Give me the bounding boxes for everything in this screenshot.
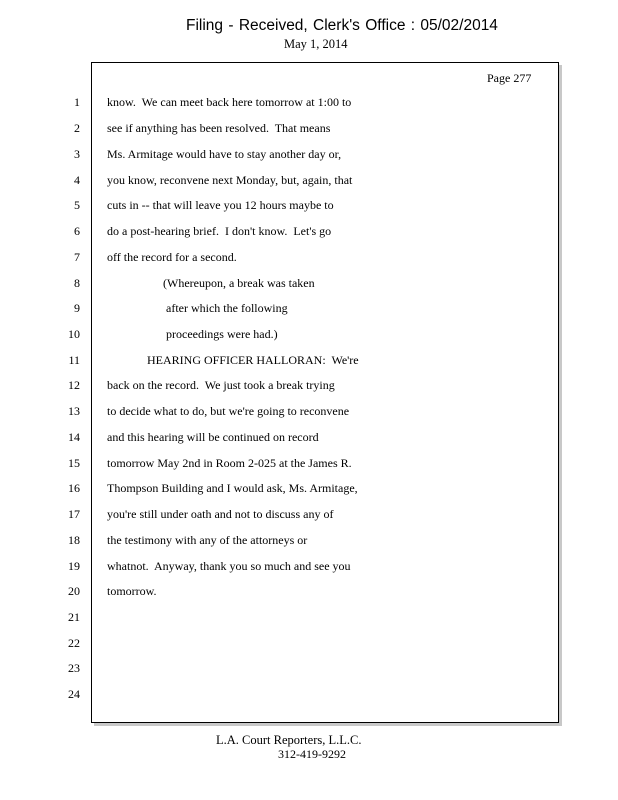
transcript-line: [0, 633, 560, 653]
transcript-line: [0, 221, 560, 241]
transcript-line: [0, 401, 560, 421]
line-number: 22: [68, 636, 80, 650]
line-number: 15: [68, 456, 80, 470]
transcript-line: [0, 247, 560, 267]
transcript-line: [0, 427, 560, 447]
line-text: to decide what to do, but we're going to reconvene: [107, 404, 350, 418]
line-text: know. We can meet back here tomorrow at 1:00 to: [107, 95, 352, 109]
reporter-phone: 312-419-9292: [278, 747, 346, 761]
transcript-line: [0, 504, 560, 524]
line-text: whatnot. Anyway, thank you so much and see you: [107, 559, 351, 573]
line-text: cuts in -- that will leave you 12 hours maybe to: [107, 198, 334, 212]
line-number: 16: [68, 481, 80, 495]
line-number: 10: [68, 327, 80, 341]
transcript-line: [0, 195, 560, 215]
line-text: tomorrow.: [107, 584, 157, 598]
transcript-line: [0, 324, 560, 344]
line-number: 9: [74, 301, 80, 315]
line-text: proceedings were had.): [163, 327, 278, 341]
line-number: 12: [68, 378, 80, 392]
line-text: you know, reconvene next Monday, but, again, that: [107, 173, 353, 187]
transcript-line: [0, 298, 560, 318]
line-text: HEARING OFFICER HALLORAN: We're: [147, 353, 359, 367]
transcript-line: [0, 118, 560, 138]
line-number: 7: [74, 250, 80, 264]
line-number: 19: [68, 559, 80, 573]
line-number: 14: [68, 430, 80, 444]
line-number: 11: [68, 353, 80, 367]
transcript-line: [0, 530, 560, 550]
line-text: and this hearing will be continued on record: [107, 430, 319, 444]
line-text: see if anything has been resolved. That means: [107, 121, 331, 135]
line-number: 8: [74, 276, 80, 290]
transcript-line: [0, 478, 560, 498]
page-number: Page 277: [487, 71, 532, 85]
line-text: after which the following: [163, 301, 288, 315]
line-number: 17: [68, 507, 80, 521]
line-text: back on the record. We just took a break trying: [107, 378, 335, 392]
line-text: you're still under oath and not to discuss any of: [107, 507, 334, 521]
transcript-line: [0, 273, 560, 293]
line-number: 4: [74, 173, 80, 187]
transcript-line: [0, 144, 560, 164]
line-text: the testimony with any of the attorneys or: [107, 533, 308, 547]
line-number: 3: [74, 147, 80, 161]
transcript-line: [0, 684, 560, 704]
line-text: Ms. Armitage would have to stay another day or,: [107, 147, 342, 161]
line-number: 18: [68, 533, 80, 547]
transcript-line: [0, 581, 560, 601]
line-number: 2: [74, 121, 80, 135]
line-text: tomorrow May 2nd in Room 2-025 at the James R.: [107, 456, 352, 470]
line-text: Thompson Building and I would ask, Ms. Armitage,: [107, 481, 358, 495]
line-text: (Whereupon, a break was taken: [163, 276, 315, 290]
line-number: 5: [74, 198, 80, 212]
line-number: 21: [68, 610, 80, 624]
transcript-line: [0, 350, 560, 370]
reporter-company: L.A. Court Reporters, L.L.C.: [216, 733, 362, 747]
hearing-date: May 1, 2014: [284, 37, 348, 51]
transcript-line: [0, 453, 560, 473]
line-number: 13: [68, 404, 80, 418]
transcript-line: [0, 92, 560, 112]
line-number: 1: [74, 95, 80, 109]
transcript-line: [0, 375, 560, 395]
filing-stamp: Filing - Received, Clerk's Office : 05/02/2014: [186, 17, 498, 34]
line-text: off the record for a second.: [107, 250, 237, 264]
line-number: 24: [68, 687, 80, 701]
transcript-line: [0, 658, 560, 678]
transcript-line: [0, 170, 560, 190]
line-text: do a post-hearing brief. I don't know. Let's go: [107, 224, 332, 238]
line-number: 23: [68, 661, 80, 675]
transcript-line: [0, 556, 560, 576]
line-number: 6: [74, 224, 80, 238]
transcript-line: [0, 607, 560, 627]
line-number: 20: [68, 584, 80, 598]
